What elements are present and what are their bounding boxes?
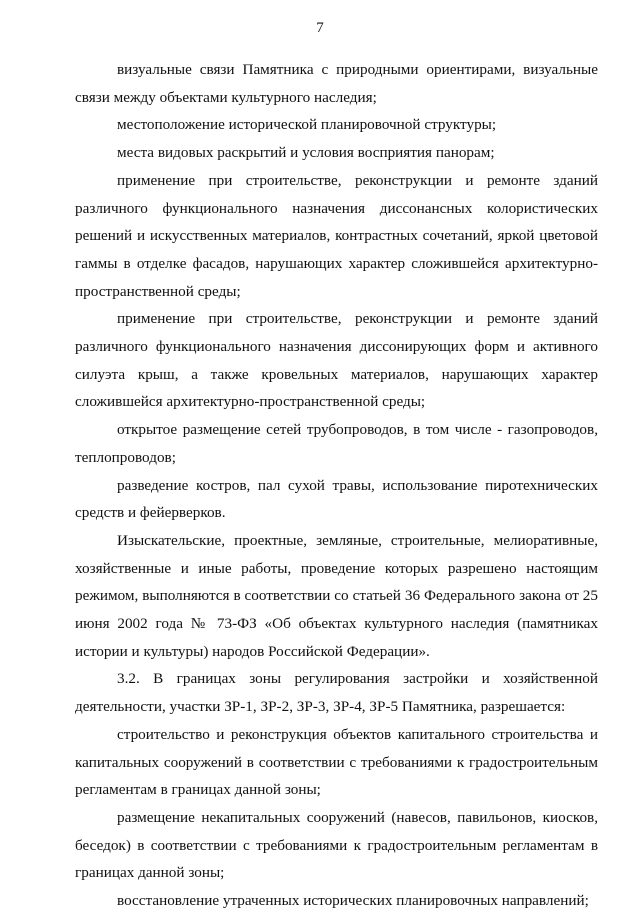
paragraph: восстановление утраченных исторических планировочных направлений; (117, 892, 589, 910)
paragraph: применение при строительстве, реконструкции и ремонте зданий различного функционального назначения диссонансных колористических решений и искусственных материалов, контрастных сочетаний, яркой цветовой гаммы в отделке фасадов, нарушающих характер сложившейся архитектурно-пространственной среды; (75, 171, 598, 300)
paragraph: строительство и реконструкция объектов капитального строительства и капитальных сооружений в соответствии с требованиями к градостроительным регламентам в границах данной зоны; (75, 725, 598, 799)
paragraph: визуальные связи Памятника с природными ориентирами, визуальные связи между объектами культурного наследия; (75, 61, 598, 106)
paragraph: применение при строительстве, реконструкции и ремонте зданий различного функционального назначения диссонирующих форм и активного силуэта крыш, а также кровельных материалов, нарушающих характер сложившейся архитектурно-пространственной среды; (75, 310, 598, 411)
section-paragraph: 3.2. В границах зоны регулирования застройки и хозяйственной деятельности, участки ЗР-1, ЗР-2, ЗР-3, ЗР-4, ЗР-5 Памятника, разрешается: (75, 670, 598, 716)
paragraph: открытое размещение сетей трубопроводов, в том числе - газопроводов, теплопроводов; (75, 421, 598, 466)
paragraph: Изыскательские, проектные, земляные, строительные, мелиоративные, хозяйственные и иные работы, проведение которых разрешено настоящим режимом, выполняются в соответствии со статьей 36 Федерального закона от 25 июня 2002 года № 73-ФЗ «Об объектах культурного наследия (памятниках истории и культуры) народов Российской Федерации». (75, 531, 598, 660)
paragraph: места видовых раскрытий и условия восприятия панорам; (117, 144, 495, 162)
paragraph: разведение костров, пал сухой травы, использование пиротехнических средств и фейерверков. (75, 476, 598, 522)
document-body (75, 56, 598, 915)
paragraph: размещение некапитальных сооружений (навесов, павильонов, киосков, беседок) в соответствии с требованиями к градостроительным регламентам в границах данной зоны; (75, 808, 598, 882)
paragraph: местоположение исторической планировочной структуры; (117, 116, 497, 134)
page-number: 7 (316, 20, 324, 36)
